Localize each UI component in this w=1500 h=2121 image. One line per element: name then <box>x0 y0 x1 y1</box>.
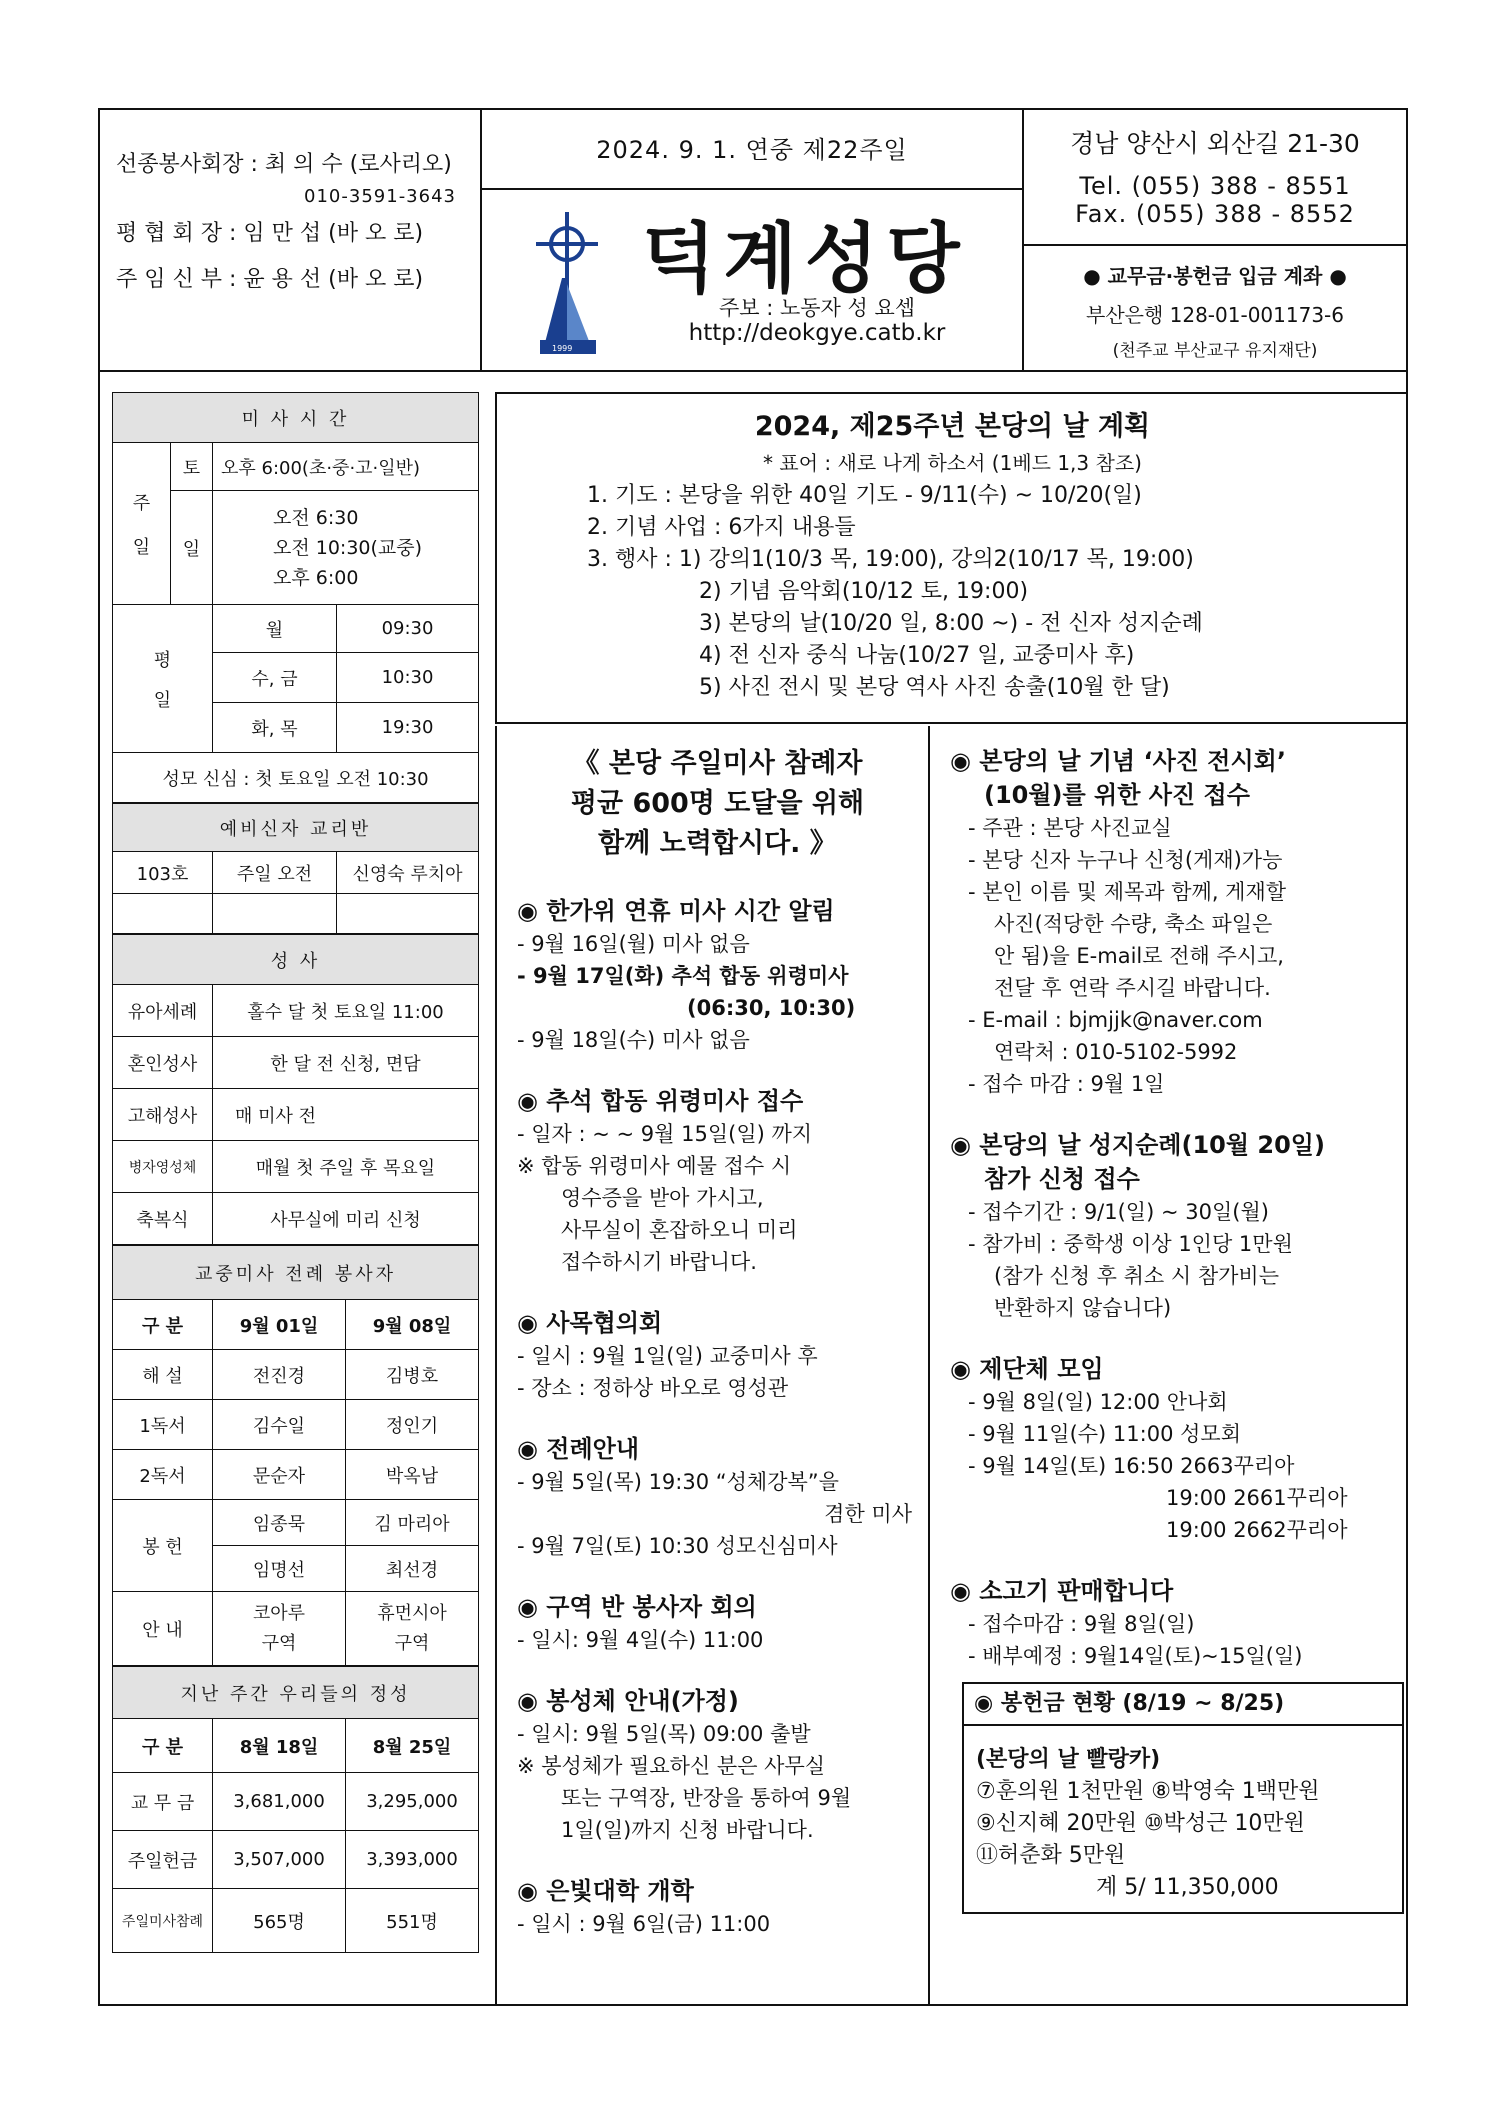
bank-account: 부산은행 128-01-001173-6 <box>1086 303 1344 327</box>
server-name: 최선경 <box>346 1546 479 1592</box>
sunday-times <box>213 491 479 605</box>
plan-line: 4) 전 신자 중식 나눔(10/27 일, 교중미사 후) <box>699 643 1135 668</box>
logo-year: 1999 <box>552 344 573 353</box>
plan-line: 1. 기도 : 본당을 위한 40일 기도 - 9/11(수) ~ 10/20(일) <box>587 483 1142 508</box>
notice-pastoral-council: ◉ 사목협의회 - 일시 : 9월 1일(일) 교중미사 후 - 장소 : 정하상 바오로 영성관 <box>517 1306 918 1404</box>
weekday-2-time: 10:30 <box>337 653 479 703</box>
notice-title: ◉ 소고기 판매합니다 <box>950 1577 1174 1605</box>
sacrament-name: 고해성사 <box>113 1089 213 1141</box>
plan-line: 2) 기념 음악회(10/12 토, 19:00) <box>699 579 1029 604</box>
server-name: 문순자 <box>213 1450 346 1500</box>
weekday-3-day: 화, 목 <box>213 703 337 753</box>
server-name: 박옥남 <box>346 1450 479 1500</box>
server-name: 정인기 <box>346 1400 479 1450</box>
server-name: 김 마리아 <box>346 1500 479 1546</box>
stats-head-week-1: 8월 18일 <box>213 1719 346 1773</box>
notice-title: ◉ 추석 합동 위령미사 접수 <box>517 1087 804 1115</box>
weekday-label: 평 일 <box>113 605 213 753</box>
stats-head-week-2: 8월 25일 <box>346 1719 479 1773</box>
stats-label: 주일헌금 <box>113 1831 213 1889</box>
sacrament-name: 혼인성사 <box>113 1037 213 1089</box>
offertory-label: 봉 헌 <box>113 1500 213 1592</box>
staff-chair-phone: 010-3591-3643 <box>304 186 456 207</box>
plan-line: 3) 본당의 날(10/20 일, 8:00 ~) - 전 신자 성지순례 <box>699 611 1203 636</box>
church-logo-icon <box>522 208 612 356</box>
weekday-2-day: 수, 금 <box>213 653 337 703</box>
saturday-label: 토 <box>171 443 213 491</box>
staff-chair: 선종봉사회장 : 최 의 수 (로사리오) <box>116 152 452 177</box>
catechumen-table <box>112 803 479 934</box>
notice-chuseok-mass: ◉ 한가위 연휴 미사 시간 알림 - 9월 16일(월) 미사 없음 - 9월 17일(화) 추석 합동 위령미사 (06:30, 10:30) - 9월 18일(수) 미사 없음 <box>517 894 918 1056</box>
staff-council: 평 협 회 장 : 임 만 섭 (바 오 로) <box>116 221 424 246</box>
notices-column-2 <box>930 726 1408 2006</box>
notice-silver-college: ◉ 은빛대학 개학 - 일시 : 9월 6일(금) 11:00 <box>517 1874 918 1940</box>
church-name: 덕계성당 <box>642 214 968 303</box>
sunday-day-label: 일 <box>171 491 213 605</box>
notice-title: ◉ 전례안내 <box>517 1435 640 1463</box>
address-box <box>1024 110 1406 246</box>
sacrament-desc: 사무실에 미리 신청 <box>213 1193 479 1245</box>
notice-title: (10월)를 위한 사진 접수 <box>984 781 1250 809</box>
catechumen-room: 103호 <box>113 852 213 894</box>
church-url[interactable]: http://deokgye.catb.kr <box>688 320 946 346</box>
stats-value: 3,393,000 <box>346 1831 479 1889</box>
bank-box <box>1024 246 1406 361</box>
bank-owner: (천주교 부산교구 유지재단) <box>1112 341 1318 361</box>
sacrament-desc: 매 미사 전 <box>213 1089 479 1141</box>
plan-motto: * 표어 : 새로 나게 하소서 (1베드 1,3 참조) <box>763 451 1142 475</box>
notice-title: ◉ 은빛대학 개학 <box>517 1877 694 1905</box>
contact-block <box>1024 110 1406 370</box>
empty-cell <box>213 894 337 934</box>
tel: Tel. (055) 388 - 8551 <box>1079 172 1351 200</box>
weekday-1-time: 09:30 <box>337 605 479 653</box>
sacrament-name: 유아세례 <box>113 985 213 1037</box>
sunday-time-3: 오후 6:00 <box>273 566 359 589</box>
notice-pilgrimage: ◉ 본당의 날 성지순례(10월 20일) 참가 신청 접수 - 접수기간 : 9/1(일) ~ 30일(월) - 참가비 : 중학생 이상 1인당 1만원 (참가 신청 후 취소 시 참가비는 반환하지 않습니다) <box>950 1128 1398 1324</box>
stats-label: 주일미사참례 <box>113 1889 213 1953</box>
stats-head-category: 구 분 <box>113 1719 213 1773</box>
notice-beef-sale: ◉ 소고기 판매합니다 - 접수마감 : 9월 8일(일) - 배부예정 : 9월14일(토)~15일(일) <box>950 1574 1398 1672</box>
address: 경남 양산시 외산길 21-30 <box>1070 129 1360 158</box>
server-name: 임명선 <box>213 1546 346 1592</box>
plan-title: 2024, 제25주년 본당의 날 계획 <box>754 411 1151 442</box>
sacraments-title: 성 사 <box>113 935 479 985</box>
patron: 주보 : 노동자 성 요셉 <box>718 296 916 320</box>
title-block <box>482 110 1024 370</box>
server-role: 2독서 <box>113 1450 213 1500</box>
stats-value: 3,295,000 <box>346 1773 479 1831</box>
servers-table <box>112 1245 479 1666</box>
anniversary-plan <box>495 392 1408 724</box>
guide-district-1: 코아루 구역 <box>213 1592 346 1666</box>
empty-cell <box>337 894 479 934</box>
staff-info <box>100 110 482 370</box>
saturday-time: 오후 6:00(초·중·고·일반) <box>213 443 479 491</box>
notice-district-meeting: ◉ 구역 반 봉사자 회의 - 일시: 9월 4일(수) 11:00 <box>517 1590 918 1656</box>
notice-home-communion: ◉ 봉성체 안내(가정) - 일시: 9월 5일(목) 09:00 출발 ※ 봉성체가 필요하신 분은 사무실 또는 구역장, 반장을 통하여 9월 1일(일)까지 신청 바랍니다. <box>517 1684 918 1846</box>
sunday-time-1: 오전 6:30 <box>273 506 359 529</box>
servers-head-category: 구 분 <box>113 1300 213 1350</box>
notice-memorial-mass: ◉ 추석 합동 위령미사 접수 - 일자 : ~ ~ 9월 15일(일) 까지 ※ 합동 위령미사 예물 접수 시 영수증을 받아 가시고, 사무실이 혼잡하오니 미리 접수하시기 바랍니다. <box>517 1084 918 1278</box>
stats-value: 3,681,000 <box>213 1773 346 1831</box>
offering-box <box>962 1682 1404 1914</box>
guide-label: 안 내 <box>113 1592 213 1666</box>
notice-title: ◉ 구역 반 봉사자 회의 <box>517 1593 757 1621</box>
catechumen-teacher: 신영숙 루치아 <box>337 852 479 894</box>
stats-value: 565명 <box>213 1889 346 1953</box>
stats-value: 551명 <box>346 1889 479 1953</box>
bank-title: ● 교무금·봉헌금 입금 계좌 ● <box>1083 264 1347 288</box>
notice-group-meetings: ◉ 제단체 모임 - 9월 8일(일) 12:00 안나회 - 9월 11일(수) 11:00 성모회 - 9월 14일(토) 16:50 2663꾸리아 19:00 2661꾸리아 19:00 2662꾸리아 <box>950 1352 1398 1546</box>
sacrament-desc: 매월 첫 주일 후 목요일 <box>213 1141 479 1193</box>
empty-cell <box>113 894 213 934</box>
guide-district-2: 휴먼시아 구역 <box>346 1592 479 1666</box>
servers-head-date-2: 9월 08일 <box>346 1300 479 1350</box>
date-line: 2024. 9. 1. 연중 제22주일 <box>482 110 1022 190</box>
server-role: 1독서 <box>113 1400 213 1450</box>
plan-line: 2. 기념 사업 : 6가지 내용들 <box>587 515 856 540</box>
sunday-label: 주 일 <box>113 443 171 605</box>
offering-stats-table <box>112 1666 479 1953</box>
sacrament-desc: 홀수 달 첫 토요일 11:00 <box>213 985 479 1037</box>
mass-times-title: 미 사 시 간 <box>113 393 479 443</box>
attendance-call: 《 본당 주일미사 참례자 평균 600명 도달을 위해 함께 노력합시다. 》 <box>570 748 865 859</box>
header <box>100 110 1406 372</box>
notice-title: ◉ 본당의 날 기념 ‘사진 전시회’ <box>950 747 1286 775</box>
bulletin-page <box>98 108 1408 2006</box>
server-name: 김병호 <box>346 1350 479 1400</box>
server-name: 전진경 <box>213 1350 346 1400</box>
servers-title: 교중미사 전례 봉사자 <box>113 1246 479 1300</box>
notices-column-1 <box>495 726 930 2006</box>
sunday-time-2: 오전 10:30(교중) <box>273 536 423 559</box>
left-column <box>112 392 478 1953</box>
offering-box-body: (본당의 날 빨랑카) ⑦훈의원 1천만원 ⑧박영숙 1백만원 ⑨신지혜 20만원 ⑩박성근 10만원 ⑪허춘화 5만원 계 5/ 11,350,000 <box>976 1747 1320 1900</box>
weekday-3-time: 19:30 <box>337 703 479 753</box>
plan-line: 5) 사진 전시 및 본당 역사 사진 송출(10월 한 달) <box>699 675 1170 700</box>
sacrament-desc: 한 달 전 신청, 면담 <box>213 1037 479 1089</box>
notice-photo-exhibition: ◉ 본당의 날 기념 ‘사진 전시회’ (10월)를 위한 사진 접수 - 주관 : 본당 사진교실 - 본당 신자 누구나 신청(게재)가능 - 본인 이름 및 제목과 함께, 게재할 사진(적당한 수량, 축소 파일은 안 됨)을 E-mail로 전해 주시고, 전달 후 연락 주시길 바랍니다. - E-mail : bjmjjk@naver.com 연락처 : 010-5102-5992 - 접수 마감 : 9월 1일 <box>950 744 1398 1100</box>
notice-title: ◉ 봉성체 안내(가정) <box>517 1687 739 1715</box>
server-name: 임종묵 <box>213 1500 346 1546</box>
notice-title: 참가 신청 접수 <box>984 1165 1140 1193</box>
server-role: 해 설 <box>113 1350 213 1400</box>
stats-value: 3,507,000 <box>213 1831 346 1889</box>
sacrament-name: 병자영성체 <box>113 1141 213 1193</box>
staff-pastor: 주 임 신 부 : 윤 용 선 (바 오 로) <box>116 267 424 292</box>
notice-title: ◉ 한가위 연휴 미사 시간 알림 <box>517 897 835 925</box>
weekday-1-day: 월 <box>213 605 337 653</box>
catechumen-time: 주일 오전 <box>213 852 337 894</box>
notice-liturgy: ◉ 전례안내 - 9월 5일(목) 19:30 “성체강복”을 겸한 미사 - 9월 7일(토) 10:30 성모신심미사 <box>517 1432 918 1562</box>
fax: Fax. (055) 388 - 8552 <box>1075 200 1355 228</box>
mary-devotion: 성모 신심 : 첫 토요일 오전 10:30 <box>113 753 479 803</box>
stats-label: 교 무 금 <box>113 1773 213 1831</box>
servers-head-date-1: 9월 01일 <box>213 1300 346 1350</box>
plan-lines <box>497 480 1408 704</box>
plan-line: 3. 행사 : 1) 강의1(10/3 목, 19:00), 강의2(10/17 목, 19:00) <box>587 547 1194 572</box>
notice-title: ◉ 사목협의회 <box>517 1309 663 1337</box>
mass-times-table <box>112 392 479 803</box>
server-name: 김수일 <box>213 1400 346 1450</box>
catechumen-title: 예비신자 교리반 <box>113 804 479 852</box>
notice-title: ◉ 제단체 모임 <box>950 1355 1104 1383</box>
offering-stats-title: 지난 주간 우리들의 정성 <box>113 1667 479 1719</box>
sacrament-name: 축복식 <box>113 1193 213 1245</box>
sacraments-table <box>112 934 479 1245</box>
offering-box-title: ◉ 봉헌금 현황 (8/19 ~ 8/25) <box>964 1684 1402 1726</box>
notice-title: ◉ 본당의 날 성지순례(10월 20일) <box>950 1131 1325 1159</box>
